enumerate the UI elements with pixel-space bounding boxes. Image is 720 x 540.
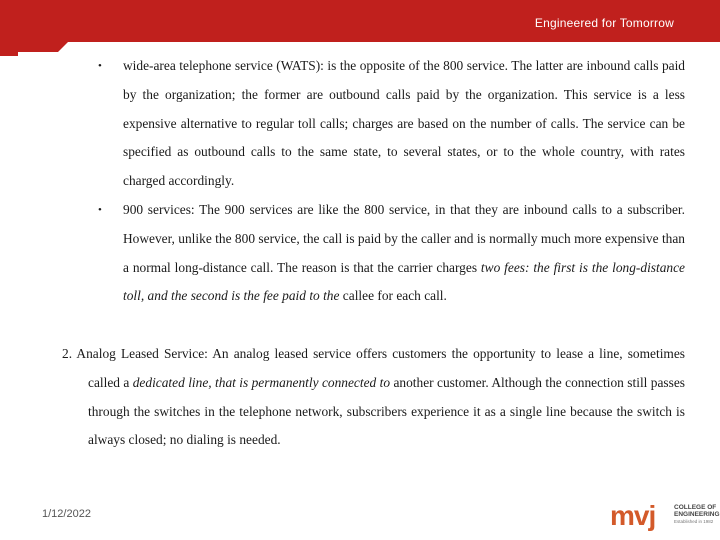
header-tab-shape (0, 0, 90, 56)
logo-line2: ENGINEERING (674, 511, 720, 518)
bullet-900-text: 900 services: The 900 services are like the 800 service, in that they are inbound calls to a subscriber. However, unlike the 800 service, the call is paid by the caller and is normally much more expensive than a normal long-distance call. The reason is that the carrier charges (123, 202, 685, 275)
logo-mark: mvj (610, 500, 656, 531)
numbered-tail: another customer. Although the connection still passes through the switches in the telephone network, subscribers experience it as a single line because the switch is always closed; no dialing is needed. (88, 374, 686, 448)
bullet-wats-text: wide-area telephone service (WATS): is the opposite of the 800 service. The latter are inbound calls paid by the organization; the former are outbound calls paid by the organization. This service is a less expensive alternative to regular toll calls; charges are based on the number of calls. The service can be specified as outbound calls to the same state, to several states, or to the whole country, with rates charged accordingly. (123, 58, 685, 189)
numbered-analog-leased (62, 340, 686, 455)
logo-text (674, 504, 720, 525)
bullet-900 (123, 196, 685, 311)
logo-line1: COLLEGE OF (674, 504, 717, 511)
bullet-marker: • (98, 60, 102, 72)
header-tagline: Engineered for Tomorrow (534, 16, 674, 30)
bullet-900-tail: callee for each call. (339, 288, 447, 304)
logo-line3: Established in 1982 (674, 519, 714, 524)
numbered-text: 2. Analog Leased Service: An analog leased service offers customers the opportunity to lease a line, sometimes called a (62, 346, 685, 390)
numbered-italic: dedicated line, that is permanently connected to (132, 374, 391, 390)
bullet-marker: • (98, 204, 102, 216)
bullet-wats (123, 52, 685, 196)
footer-date: 1/12/2022 (42, 508, 91, 520)
college-logo (610, 500, 720, 536)
bullet-900-italic: two fees: the first is the long-distance toll, and the second is the fee paid to the (123, 259, 685, 304)
